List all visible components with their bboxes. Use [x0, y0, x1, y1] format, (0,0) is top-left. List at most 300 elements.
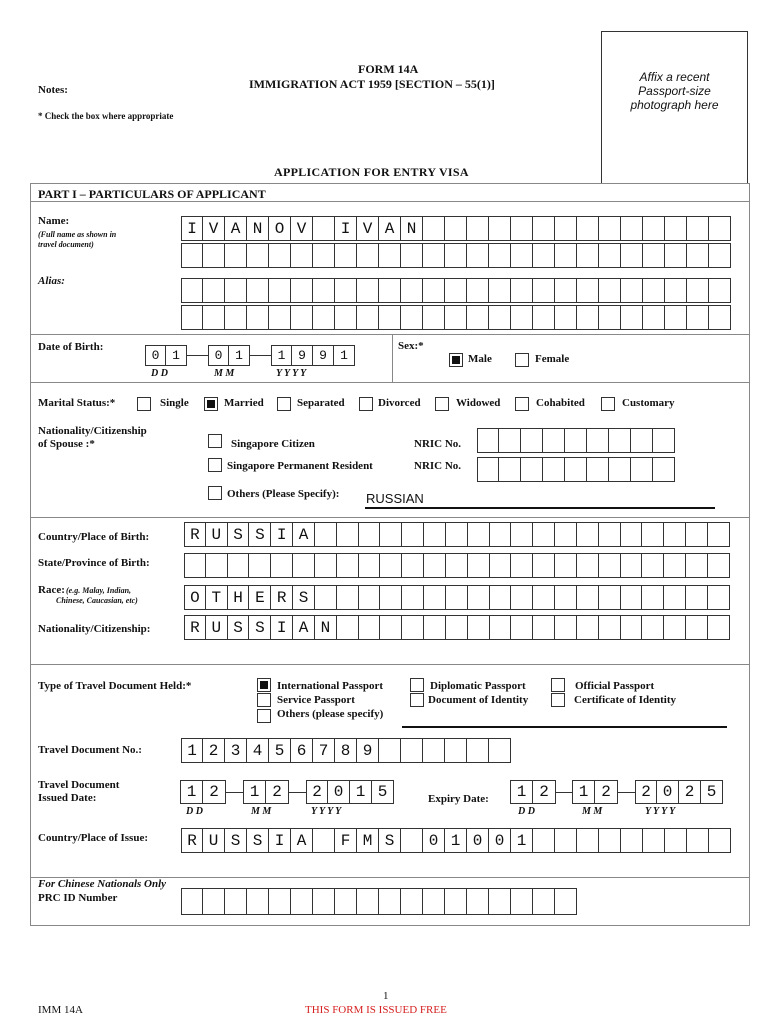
char-cell[interactable] [402, 553, 424, 578]
char-cell[interactable]: 3 [225, 738, 247, 763]
doc-international-passport-checkbox[interactable] [257, 678, 271, 692]
char-cell[interactable]: R [271, 585, 293, 610]
char-cell[interactable]: R [181, 828, 203, 853]
char-cell[interactable]: I [269, 828, 291, 853]
char-cell[interactable] [577, 243, 599, 268]
char-cell[interactable] [599, 278, 621, 303]
char-cell[interactable] [511, 216, 533, 241]
char-cell[interactable] [489, 243, 511, 268]
char-cell[interactable] [577, 615, 599, 640]
char-cell[interactable] [599, 216, 621, 241]
char-cell[interactable]: 8 [335, 738, 357, 763]
state-birth-field[interactable] [184, 553, 730, 578]
char-cell[interactable] [423, 738, 445, 763]
char-cell[interactable] [313, 888, 335, 915]
issue-country-field[interactable] [181, 828, 731, 853]
char-cell[interactable] [313, 243, 335, 268]
prc-id-field[interactable] [181, 888, 577, 915]
char-cell[interactable] [642, 585, 664, 610]
char-cell[interactable] [708, 522, 730, 547]
char-cell[interactable]: O [184, 585, 206, 610]
char-cell[interactable] [555, 585, 577, 610]
char-cell[interactable] [359, 585, 381, 610]
char-cell[interactable] [521, 457, 543, 482]
char-cell[interactable] [477, 428, 499, 453]
char-cell[interactable] [335, 278, 357, 303]
char-cell[interactable]: 5 [269, 738, 291, 763]
char-cell[interactable] [357, 243, 379, 268]
doc-diplomatic-passport-checkbox[interactable] [410, 678, 424, 692]
char-cell[interactable] [665, 216, 687, 241]
char-cell[interactable] [599, 585, 621, 610]
char-cell[interactable] [467, 888, 489, 915]
char-cell[interactable]: R [184, 615, 206, 640]
char-cell[interactable] [446, 522, 468, 547]
char-cell[interactable] [533, 585, 555, 610]
char-cell[interactable] [184, 553, 206, 578]
char-cell[interactable]: N [247, 216, 269, 241]
char-cell[interactable] [357, 278, 379, 303]
issued-year[interactable] [306, 780, 394, 804]
char-cell[interactable]: I [271, 615, 293, 640]
char-cell[interactable] [313, 278, 335, 303]
char-cell[interactable]: 2 [266, 780, 289, 804]
char-cell[interactable]: 2 [203, 780, 226, 804]
char-cell[interactable] [642, 522, 664, 547]
char-cell[interactable] [424, 522, 446, 547]
char-cell[interactable] [490, 585, 512, 610]
char-cell[interactable] [225, 278, 247, 303]
char-cell[interactable] [642, 615, 664, 640]
char-cell[interactable] [313, 216, 335, 241]
char-cell[interactable]: V [203, 216, 225, 241]
char-cell[interactable]: V [357, 216, 379, 241]
char-cell[interactable] [446, 615, 468, 640]
char-cell[interactable] [609, 428, 631, 453]
char-cell[interactable] [621, 553, 643, 578]
char-cell[interactable]: 9 [357, 738, 379, 763]
char-cell[interactable]: I [181, 216, 203, 241]
char-cell[interactable] [621, 522, 643, 547]
char-cell[interactable] [335, 888, 357, 915]
char-cell[interactable]: 0 [489, 828, 511, 853]
marital-separated-checkbox[interactable] [277, 397, 291, 411]
spouse-others-checkbox[interactable] [208, 486, 222, 500]
spouse-others-value[interactable]: RUSSIAN [366, 491, 424, 506]
char-cell[interactable]: A [291, 828, 313, 853]
char-cell[interactable] [468, 615, 490, 640]
char-cell[interactable] [643, 305, 665, 330]
char-cell[interactable]: S [247, 828, 269, 853]
char-cell[interactable]: 2 [679, 780, 701, 804]
char-cell[interactable] [445, 278, 467, 303]
char-cell[interactable] [577, 553, 599, 578]
char-cell[interactable]: 1 [243, 780, 266, 804]
char-cell[interactable] [533, 278, 555, 303]
char-cell[interactable] [335, 305, 357, 330]
char-cell[interactable] [664, 522, 686, 547]
char-cell[interactable] [181, 243, 203, 268]
char-cell[interactable] [653, 428, 675, 453]
char-cell[interactable] [511, 278, 533, 303]
char-cell[interactable] [490, 522, 512, 547]
char-cell[interactable]: 0 [423, 828, 445, 853]
char-cell[interactable]: 0 [467, 828, 489, 853]
char-cell[interactable] [445, 216, 467, 241]
char-cell[interactable] [337, 585, 359, 610]
race-field[interactable] [184, 585, 730, 610]
char-cell[interactable] [665, 278, 687, 303]
char-cell[interactable]: E [249, 585, 271, 610]
char-cell[interactable]: H [228, 585, 250, 610]
char-cell[interactable] [687, 305, 709, 330]
char-cell[interactable]: S [225, 828, 247, 853]
marital-divorced-checkbox[interactable] [359, 397, 373, 411]
char-cell[interactable] [555, 615, 577, 640]
marital-married-checkbox[interactable] [204, 397, 218, 411]
char-cell[interactable] [269, 888, 291, 915]
char-cell[interactable] [511, 243, 533, 268]
char-cell[interactable]: S [293, 585, 315, 610]
char-cell[interactable] [565, 457, 587, 482]
char-cell[interactable] [247, 888, 269, 915]
name-row-1[interactable] [181, 216, 731, 241]
char-cell[interactable] [687, 216, 709, 241]
doc-service-passport-checkbox[interactable] [257, 693, 271, 707]
char-cell[interactable] [424, 615, 446, 640]
char-cell[interactable] [359, 615, 381, 640]
char-cell[interactable] [402, 522, 424, 547]
char-cell[interactable] [708, 553, 730, 578]
char-cell[interactable] [599, 553, 621, 578]
char-cell[interactable] [291, 243, 313, 268]
char-cell[interactable] [533, 216, 555, 241]
char-cell[interactable] [555, 888, 577, 915]
char-cell[interactable]: M [357, 828, 379, 853]
char-cell[interactable]: 1 [180, 780, 203, 804]
char-cell[interactable] [401, 738, 423, 763]
char-cell[interactable]: 2 [635, 780, 657, 804]
char-cell[interactable] [247, 305, 269, 330]
char-cell[interactable] [313, 828, 335, 853]
char-cell[interactable]: 0 [145, 345, 166, 366]
char-cell[interactable]: A [225, 216, 247, 241]
char-cell[interactable]: F [335, 828, 357, 853]
char-cell[interactable]: 5 [372, 780, 394, 804]
char-cell[interactable] [490, 553, 512, 578]
char-cell[interactable] [445, 738, 467, 763]
char-cell[interactable] [599, 615, 621, 640]
char-cell[interactable]: 0 [657, 780, 679, 804]
dob-year[interactable] [271, 345, 355, 366]
char-cell[interactable] [203, 278, 225, 303]
char-cell[interactable] [489, 278, 511, 303]
char-cell[interactable] [423, 216, 445, 241]
char-cell[interactable] [642, 553, 664, 578]
char-cell[interactable]: 2 [595, 780, 618, 804]
char-cell[interactable]: S [379, 828, 401, 853]
char-cell[interactable] [424, 553, 446, 578]
char-cell[interactable] [631, 457, 653, 482]
char-cell[interactable] [599, 243, 621, 268]
char-cell[interactable] [533, 553, 555, 578]
char-cell[interactable] [687, 243, 709, 268]
char-cell[interactable] [401, 243, 423, 268]
char-cell[interactable]: 1 [510, 780, 533, 804]
char-cell[interactable] [533, 888, 555, 915]
char-cell[interactable] [643, 216, 665, 241]
char-cell[interactable] [489, 888, 511, 915]
char-cell[interactable] [467, 216, 489, 241]
char-cell[interactable] [357, 888, 379, 915]
char-cell[interactable] [468, 585, 490, 610]
char-cell[interactable] [181, 278, 203, 303]
spouse-spr-checkbox[interactable] [208, 458, 222, 472]
char-cell[interactable] [293, 553, 315, 578]
char-cell[interactable] [599, 828, 621, 853]
char-cell[interactable] [499, 428, 521, 453]
nric-row-2[interactable] [477, 457, 675, 482]
char-cell[interactable] [313, 305, 335, 330]
char-cell[interactable] [423, 278, 445, 303]
char-cell[interactable] [521, 428, 543, 453]
char-cell[interactable] [247, 278, 269, 303]
char-cell[interactable] [446, 585, 468, 610]
char-cell[interactable] [402, 615, 424, 640]
char-cell[interactable]: A [379, 216, 401, 241]
char-cell[interactable] [489, 738, 511, 763]
travel-doc-no-field[interactable] [181, 738, 511, 763]
name-row-2[interactable] [181, 243, 731, 268]
char-cell[interactable]: I [335, 216, 357, 241]
char-cell[interactable] [555, 828, 577, 853]
char-cell[interactable] [315, 522, 337, 547]
char-cell[interactable]: 1 [181, 738, 203, 763]
char-cell[interactable] [621, 243, 643, 268]
char-cell[interactable] [499, 457, 521, 482]
char-cell[interactable] [543, 457, 565, 482]
doc-identity-checkbox[interactable] [410, 693, 424, 707]
char-cell[interactable]: 7 [313, 738, 335, 763]
char-cell[interactable] [249, 553, 271, 578]
char-cell[interactable] [225, 888, 247, 915]
char-cell[interactable] [511, 615, 533, 640]
char-cell[interactable]: O [269, 216, 291, 241]
char-cell[interactable] [357, 305, 379, 330]
char-cell[interactable] [424, 585, 446, 610]
char-cell[interactable]: T [206, 585, 228, 610]
char-cell[interactable] [511, 585, 533, 610]
issued-day[interactable] [180, 780, 226, 804]
char-cell[interactable] [577, 522, 599, 547]
char-cell[interactable] [587, 428, 609, 453]
char-cell[interactable] [631, 428, 653, 453]
char-cell[interactable] [665, 828, 687, 853]
char-cell[interactable] [577, 305, 599, 330]
char-cell[interactable] [271, 553, 293, 578]
sex-male-checkbox[interactable] [449, 353, 463, 367]
char-cell[interactable] [291, 888, 313, 915]
char-cell[interactable]: S [249, 615, 271, 640]
char-cell[interactable] [555, 305, 577, 330]
doc-certificate-checkbox[interactable] [551, 693, 565, 707]
char-cell[interactable] [379, 278, 401, 303]
char-cell[interactable] [621, 828, 643, 853]
char-cell[interactable] [511, 522, 533, 547]
char-cell[interactable] [643, 243, 665, 268]
char-cell[interactable] [511, 553, 533, 578]
char-cell[interactable] [708, 615, 730, 640]
char-cell[interactable] [359, 553, 381, 578]
char-cell[interactable] [709, 216, 731, 241]
char-cell[interactable] [468, 553, 490, 578]
char-cell[interactable] [423, 305, 445, 330]
char-cell[interactable] [577, 828, 599, 853]
sex-female-checkbox[interactable] [515, 353, 529, 367]
char-cell[interactable]: S [228, 615, 250, 640]
char-cell[interactable] [709, 278, 731, 303]
char-cell[interactable] [577, 216, 599, 241]
char-cell[interactable]: 0 [328, 780, 350, 804]
char-cell[interactable]: 1 [229, 345, 250, 366]
char-cell[interactable]: 9 [313, 345, 334, 366]
char-cell[interactable] [291, 305, 313, 330]
char-cell[interactable] [203, 888, 225, 915]
char-cell[interactable]: 6 [291, 738, 313, 763]
char-cell[interactable]: 1 [350, 780, 372, 804]
char-cell[interactable] [664, 585, 686, 610]
char-cell[interactable]: 1 [511, 828, 533, 853]
char-cell[interactable]: 5 [701, 780, 723, 804]
char-cell[interactable] [335, 243, 357, 268]
char-cell[interactable] [489, 216, 511, 241]
char-cell[interactable] [687, 828, 709, 853]
char-cell[interactable]: U [203, 828, 225, 853]
char-cell[interactable] [555, 216, 577, 241]
char-cell[interactable] [708, 585, 730, 610]
char-cell[interactable]: S [228, 522, 250, 547]
char-cell[interactable] [599, 305, 621, 330]
char-cell[interactable]: R [184, 522, 206, 547]
char-cell[interactable] [445, 888, 467, 915]
char-cell[interactable] [686, 585, 708, 610]
char-cell[interactable] [709, 243, 731, 268]
char-cell[interactable] [621, 216, 643, 241]
char-cell[interactable] [225, 243, 247, 268]
char-cell[interactable] [687, 278, 709, 303]
char-cell[interactable] [402, 585, 424, 610]
nationality-field[interactable] [184, 615, 730, 640]
char-cell[interactable] [181, 888, 203, 915]
char-cell[interactable] [423, 243, 445, 268]
char-cell[interactable]: 2 [203, 738, 225, 763]
char-cell[interactable] [477, 457, 499, 482]
char-cell[interactable] [511, 888, 533, 915]
dob-day[interactable] [145, 345, 187, 366]
char-cell[interactable] [643, 278, 665, 303]
char-cell[interactable] [337, 522, 359, 547]
issued-month[interactable] [243, 780, 289, 804]
char-cell[interactable] [555, 553, 577, 578]
char-cell[interactable] [643, 828, 665, 853]
char-cell[interactable] [543, 428, 565, 453]
char-cell[interactable]: 2 [533, 780, 556, 804]
char-cell[interactable]: N [401, 216, 423, 241]
spouse-sc-checkbox[interactable] [208, 434, 222, 448]
char-cell[interactable]: A [293, 522, 315, 547]
char-cell[interactable] [467, 738, 489, 763]
char-cell[interactable] [181, 305, 203, 330]
char-cell[interactable] [315, 553, 337, 578]
char-cell[interactable] [490, 615, 512, 640]
char-cell[interactable] [379, 888, 401, 915]
marital-single-checkbox[interactable] [137, 397, 151, 411]
char-cell[interactable]: N [315, 615, 337, 640]
char-cell[interactable] [686, 615, 708, 640]
char-cell[interactable] [445, 305, 467, 330]
char-cell[interactable] [206, 553, 228, 578]
alias-row-2[interactable] [181, 305, 731, 330]
photo-box[interactable] [601, 31, 748, 184]
nric-row-1[interactable] [477, 428, 675, 453]
char-cell[interactable] [401, 305, 423, 330]
char-cell[interactable]: 1 [445, 828, 467, 853]
doc-others-checkbox[interactable] [257, 709, 271, 723]
char-cell[interactable] [686, 522, 708, 547]
char-cell[interactable] [379, 305, 401, 330]
char-cell[interactable]: 1 [166, 345, 187, 366]
expiry-year[interactable] [635, 780, 723, 804]
char-cell[interactable] [577, 278, 599, 303]
char-cell[interactable]: U [206, 522, 228, 547]
char-cell[interactable] [653, 457, 675, 482]
char-cell[interactable] [555, 243, 577, 268]
char-cell[interactable] [446, 553, 468, 578]
alias-row-1[interactable] [181, 278, 731, 303]
char-cell[interactable] [533, 828, 555, 853]
char-cell[interactable] [247, 243, 269, 268]
char-cell[interactable] [225, 305, 247, 330]
doc-official-passport-checkbox[interactable] [551, 678, 565, 692]
char-cell[interactable] [621, 278, 643, 303]
char-cell[interactable]: 1 [572, 780, 595, 804]
char-cell[interactable] [380, 522, 402, 547]
char-cell[interactable] [565, 428, 587, 453]
expiry-month[interactable] [572, 780, 618, 804]
char-cell[interactable] [445, 243, 467, 268]
char-cell[interactable] [621, 305, 643, 330]
char-cell[interactable] [609, 457, 631, 482]
char-cell[interactable]: 1 [271, 345, 292, 366]
char-cell[interactable]: U [206, 615, 228, 640]
char-cell[interactable] [315, 585, 337, 610]
char-cell[interactable]: 9 [292, 345, 313, 366]
char-cell[interactable] [337, 615, 359, 640]
char-cell[interactable] [686, 553, 708, 578]
char-cell[interactable] [587, 457, 609, 482]
char-cell[interactable] [380, 615, 402, 640]
dob-month[interactable] [208, 345, 250, 366]
char-cell[interactable] [380, 585, 402, 610]
char-cell[interactable]: V [291, 216, 313, 241]
char-cell[interactable] [468, 522, 490, 547]
char-cell[interactable] [380, 553, 402, 578]
char-cell[interactable] [401, 888, 423, 915]
char-cell[interactable]: 2 [306, 780, 328, 804]
char-cell[interactable] [337, 553, 359, 578]
char-cell[interactable] [621, 615, 643, 640]
char-cell[interactable] [555, 522, 577, 547]
